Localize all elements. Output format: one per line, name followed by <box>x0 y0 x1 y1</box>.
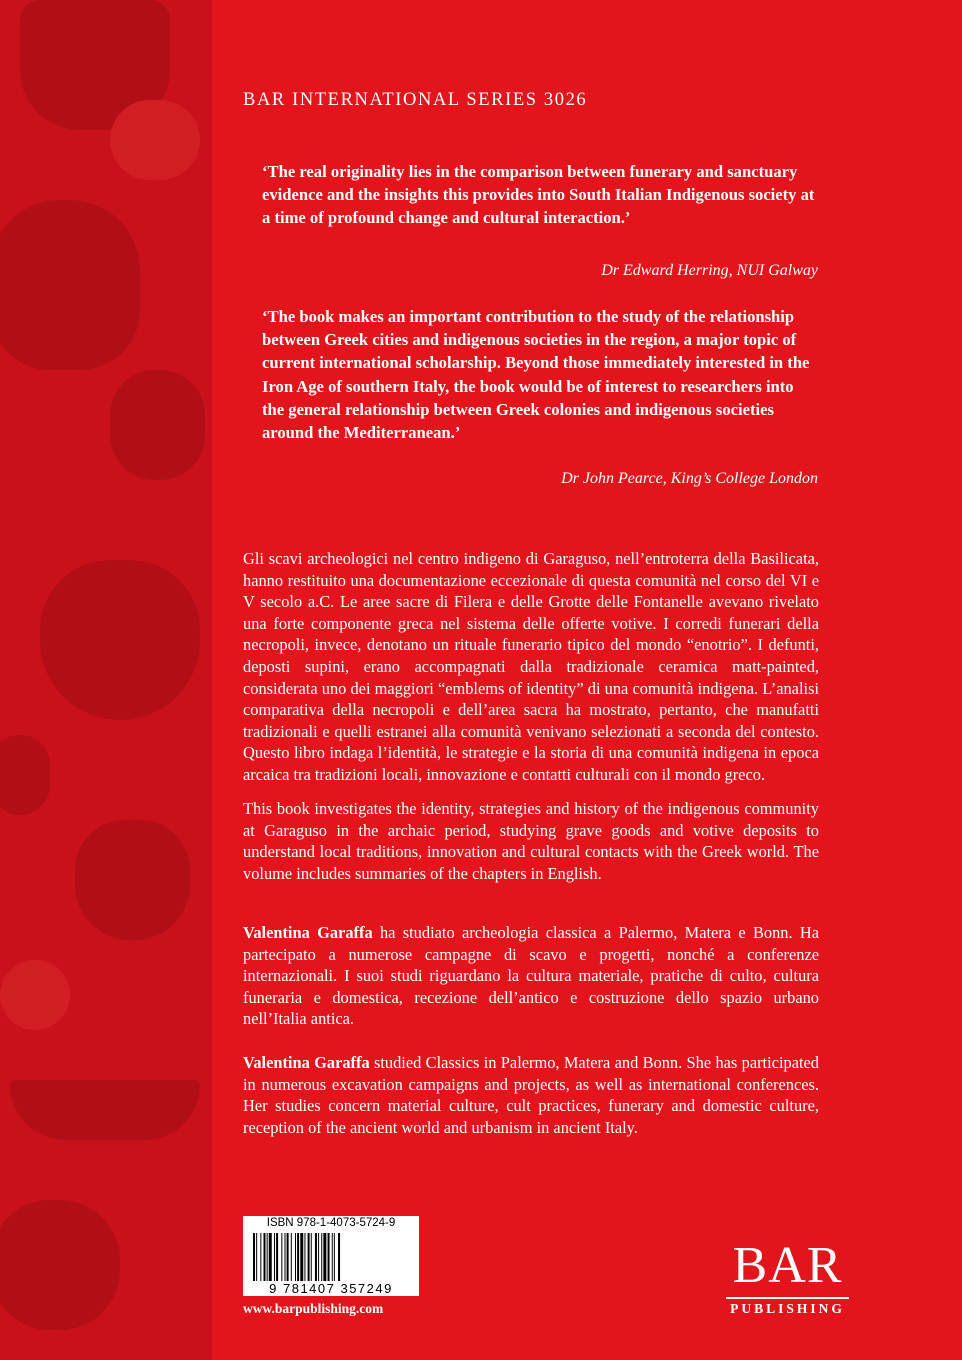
logo-sub: PUBLISHING <box>730 1301 845 1316</box>
vase-image <box>0 200 140 370</box>
barcode-bar <box>287 1233 289 1281</box>
barcode-bar <box>295 1233 296 1281</box>
review-attribution-herring: Dr Edward Herring, NUI Galway <box>601 262 818 279</box>
barcode-digits: 9 781407 357249 <box>269 1281 393 1296</box>
vase-image <box>40 560 200 720</box>
barcode-bar <box>311 1233 312 1281</box>
author-bio-italian <box>243 922 819 1030</box>
barcode-bar <box>253 1233 255 1281</box>
bio-italian-text: ha studiato archeologia classica a Palermo, Matera e Bonn. Ha partecipato a numerose campagne di scavo e progetti, nonché a conferenze internazionali. I suoi studi riguardano la cultura materiale, pratiche di culto, cultura funeraria e domestica, recezione dell’antico e costruzione dello spazio urbano nell’Italia antica. <box>243 923 819 1029</box>
barcode-bar <box>304 1233 305 1281</box>
bio-english-text: studied Classics in Palermo, Matera and Bonn. She has participated in numerous excavation campaigns and projects, as well as international conferences. Her studies concern material culture, cult practices, funerary and domestic culture, reception of the ancient world and urbanism in ancient Italy. <box>243 1053 819 1137</box>
logo-rule <box>726 1297 849 1299</box>
series-title: BAR INTERNATIONAL SERIES 3026 <box>243 90 588 110</box>
vase-image <box>0 960 70 1030</box>
vase-image <box>0 735 50 815</box>
barcode-bar <box>300 1233 303 1281</box>
barcode-bar <box>334 1233 335 1281</box>
vase-image <box>75 820 190 940</box>
barcode-bar <box>260 1233 261 1281</box>
barcode-bar <box>321 1233 322 1281</box>
barcode-image <box>253 1233 409 1281</box>
isbn-label: ISBN 978-1-4073-5724-9 <box>266 1217 396 1229</box>
barcode-bar <box>318 1233 319 1281</box>
barcode-bar <box>256 1233 257 1281</box>
logo-main: BAR <box>732 1237 843 1294</box>
publisher-website[interactable]: www.barpublishing.com <box>243 1301 384 1316</box>
review-attribution-pearce: Dr John Pearce, King’s College London <box>561 470 818 487</box>
author-name: Valentina Garaffa <box>243 1053 370 1072</box>
description-italian: Gli scavi archeologici nel centro indigeno di Garaguso, nell’entroterra della Basilicata, hanno restituito una documentazione eccezionale di questa comunità nel corso del VI e V secolo a.C. Le aree sacre di Filera e delle Grotte delle Fontanelle avevano rivelato una forte componente greca nel sistema delle offerte votive. I corredi funerari della necropoli, invece, denotano un rituale funerario tipico del mondo “enotrio”. I defunti, deposti supini, erano accompagnati dalla tradizionale ceramica matt-painted, considerata uno dei maggiori “emblems of identity” di una comunità indigena. L’analisi comparativa della necropoli e dell’area sacra ha mostrato, pertanto, che manufatti tradizionali e quelli estranei alla comunità venivano selezionati a seconda del contesto. Questo libro indaga l’identità, le strategie e la storia di una comunità indigena in epoca arcaica tra tradizioni locali, innovazione e contatti culturali con il mondo greco. <box>243 549 819 784</box>
barcode-bar <box>338 1233 340 1281</box>
barcode-bar <box>281 1233 282 1281</box>
barcode-bar <box>315 1233 317 1281</box>
author-bio-english <box>243 1052 819 1138</box>
barcode-bar <box>276 1233 278 1281</box>
barcode-bar <box>332 1233 333 1281</box>
vase-image <box>110 100 200 180</box>
barcode-bar <box>269 1233 272 1281</box>
author-name: Valentina Garaffa <box>243 923 373 942</box>
vase-image <box>10 1080 200 1140</box>
bar-publishing-logo <box>720 1237 855 1317</box>
review-quote-herring: ‘The real originality lies in the comparison between funerary and sanctuary evidence and the insights this provides into South Italian Indigenous society at a time of profound change and cultural interaction.’ <box>262 162 815 228</box>
barcode-bar <box>267 1233 268 1281</box>
barcode-bar <box>323 1233 326 1281</box>
isbn-barcode <box>243 1216 419 1296</box>
vase-photo-strip <box>0 0 212 1360</box>
barcode-bar <box>297 1233 299 1281</box>
barcode-bar <box>264 1233 266 1281</box>
vase-image <box>110 370 205 480</box>
barcode-bar <box>308 1233 310 1281</box>
barcode-bar <box>291 1233 292 1281</box>
description-english: This book investigates the identity, strategies and history of the indigenous community at Garaguso in the archaic period, studying grave goods and votive deposits to understand local traditions, innovation and cultural contacts with the Greek world. The volume includes summaries of the chapters in English. <box>243 799 819 883</box>
barcode-bar <box>285 1233 286 1281</box>
barcode-bar <box>274 1233 275 1281</box>
barcode-bar <box>328 1233 330 1281</box>
vase-image <box>0 1200 120 1330</box>
review-quote-pearce: ‘The book makes an important contribution to the study of the relationship between Greek cities and indigenous societies in the region, a major topic of current international scholarship. Beyond those immediately interested in the Iron Age of southern Italy, the book would be of interest to researchers into the general relationship between Greek colonies and indigenous societies around the Mediterranean.’ <box>262 307 810 443</box>
